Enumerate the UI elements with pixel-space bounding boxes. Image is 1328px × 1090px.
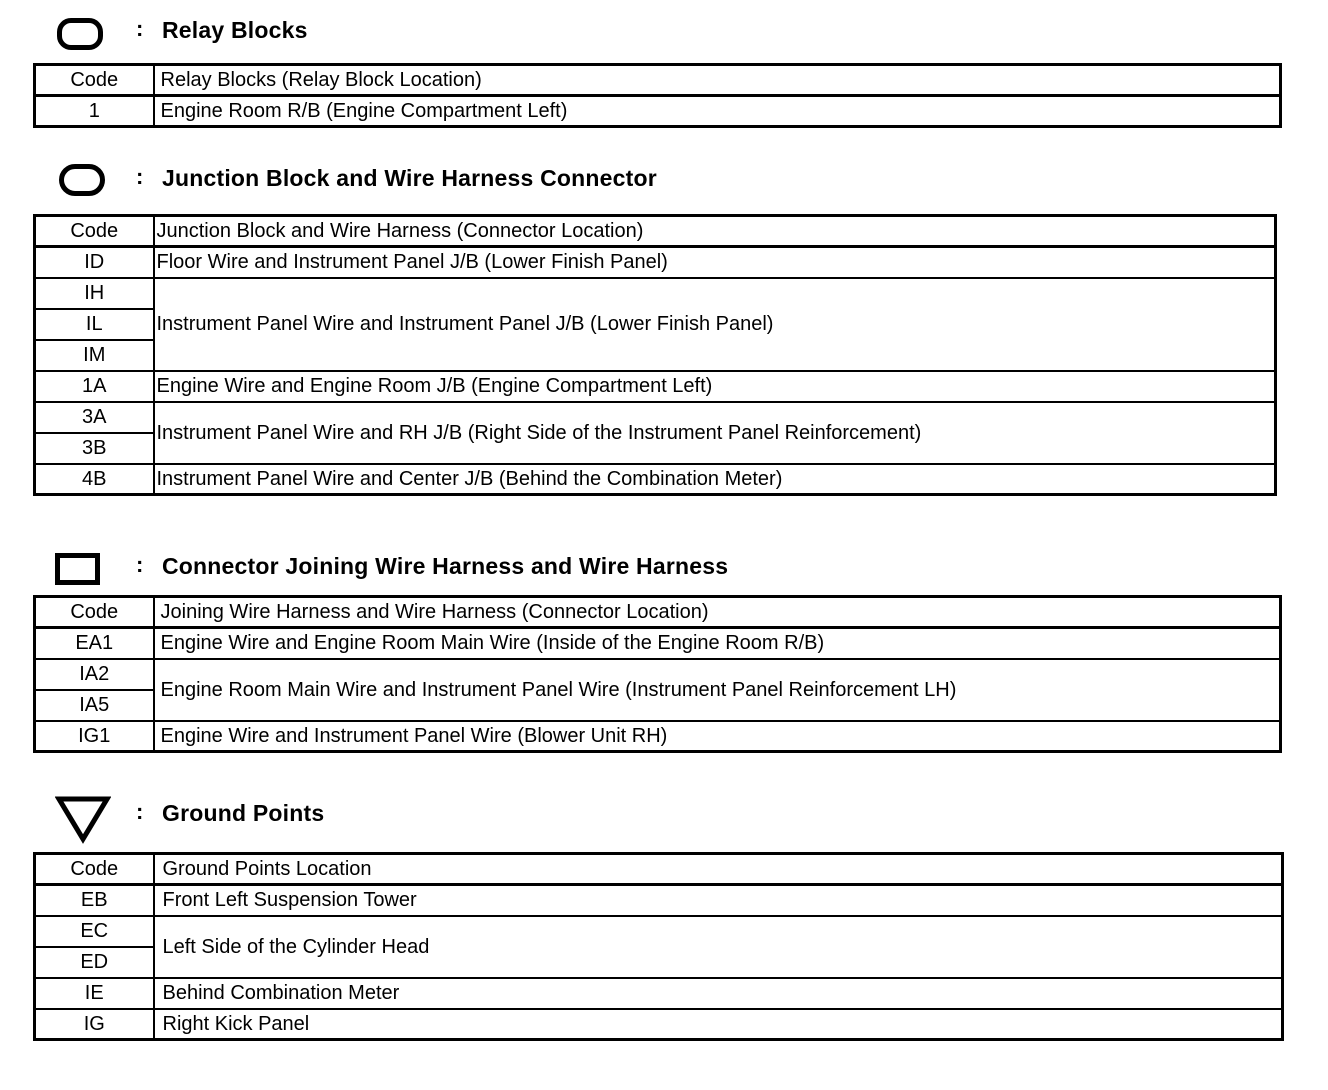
location-cell: Engine Wire and Engine Room Main Wire (Inside of the Engine Room R/B) [154, 628, 1281, 659]
code-cell: EB [35, 885, 154, 916]
down-triangle-icon [55, 795, 111, 845]
location-header: Joining Wire Harness and Wire Harness (Connector Location) [154, 597, 1281, 628]
table-row [35, 659, 1281, 690]
section-title: Junction Block and Wire Harness Connector [162, 165, 657, 191]
location-cell: Front Left Suspension Tower [154, 885, 1283, 916]
code-cell: IG [35, 1009, 154, 1040]
table-row [35, 1009, 1283, 1040]
code-cell: EC [35, 916, 154, 947]
code-cell: ID [35, 247, 154, 278]
code-cell: IE [35, 978, 154, 1009]
code-cell: ED [35, 947, 154, 978]
location-cell: Engine Wire and Instrument Panel Wire (Blower Unit RH) [154, 721, 1281, 752]
location-header: Junction Block and Wire Harness (Connector Location) [154, 216, 1276, 247]
junction-block-header [0, 160, 1328, 200]
table-row [35, 96, 1281, 127]
location-cell: Engine Room Main Wire and Instrument Panel Wire (Instrument Panel Reinforcement LH) [154, 659, 1281, 721]
location-cell: Instrument Panel Wire and RH J/B (Right Side of the Instrument Panel Reinforcement) [154, 402, 1276, 464]
location-cell: Left Side of the Cylinder Head [154, 916, 1283, 978]
colon: : [136, 552, 144, 577]
location-header: Relay Blocks (Relay Block Location) [154, 65, 1281, 96]
table-header-row [35, 854, 1283, 885]
joining-connector-header [0, 548, 1328, 588]
relay-blocks-header [0, 12, 1328, 52]
location-cell: Engine Wire and Engine Room J/B (Engine Compartment Left) [154, 371, 1276, 402]
location-cell: Behind Combination Meter [154, 978, 1283, 1009]
table-row [35, 247, 1276, 278]
relay-blocks-table [33, 63, 1282, 128]
code-cell: 3A [35, 402, 154, 433]
section-title: Relay Blocks [162, 17, 308, 43]
table-row [35, 402, 1276, 433]
table-row [35, 371, 1276, 402]
code-header: Code [35, 854, 154, 885]
code-cell: 4B [35, 464, 154, 495]
colon: : [136, 799, 144, 824]
ground-points-header [0, 795, 1328, 835]
table-row [35, 278, 1276, 309]
square-icon [55, 553, 100, 585]
junction-block-table [33, 214, 1277, 496]
table-row [35, 978, 1283, 1009]
code-cell: IA5 [35, 690, 154, 721]
code-header: Code [35, 216, 154, 247]
code-cell: IH [35, 278, 154, 309]
code-cell: 3B [35, 433, 154, 464]
table-header-row [35, 216, 1276, 247]
code-header: Code [35, 65, 154, 96]
table-header-row [35, 597, 1281, 628]
code-cell: IM [35, 340, 154, 371]
table-row [35, 464, 1276, 495]
colon: : [136, 164, 144, 189]
joining-connector-table [33, 595, 1282, 753]
ground-points-table [33, 852, 1284, 1041]
location-cell: Right Kick Panel [154, 1009, 1283, 1040]
location-cell: Instrument Panel Wire and Center J/B (Behind the Combination Meter) [154, 464, 1276, 495]
code-cell: 1 [35, 96, 154, 127]
location-cell: Engine Room R/B (Engine Compartment Left) [154, 96, 1281, 127]
table-row [35, 916, 1283, 947]
section-title: Connector Joining Wire Harness and Wire Harness [162, 553, 729, 579]
rounded-oval-icon [59, 164, 105, 196]
code-cell: IG1 [35, 721, 154, 752]
table-row [35, 628, 1281, 659]
table-row [35, 721, 1281, 752]
location-cell: Instrument Panel Wire and Instrument Panel J/B (Lower Finish Panel) [154, 278, 1276, 371]
colon: : [136, 16, 144, 41]
code-cell: EA1 [35, 628, 154, 659]
code-cell: 1A [35, 371, 154, 402]
location-header: Ground Points Location [154, 854, 1283, 885]
table-header-row [35, 65, 1281, 96]
code-header: Code [35, 597, 154, 628]
table-row [35, 885, 1283, 916]
code-cell: IA2 [35, 659, 154, 690]
rounded-rectangle-icon [57, 18, 103, 50]
code-cell: IL [35, 309, 154, 340]
location-cell: Floor Wire and Instrument Panel J/B (Lower Finish Panel) [154, 247, 1276, 278]
section-title: Ground Points [162, 800, 325, 826]
